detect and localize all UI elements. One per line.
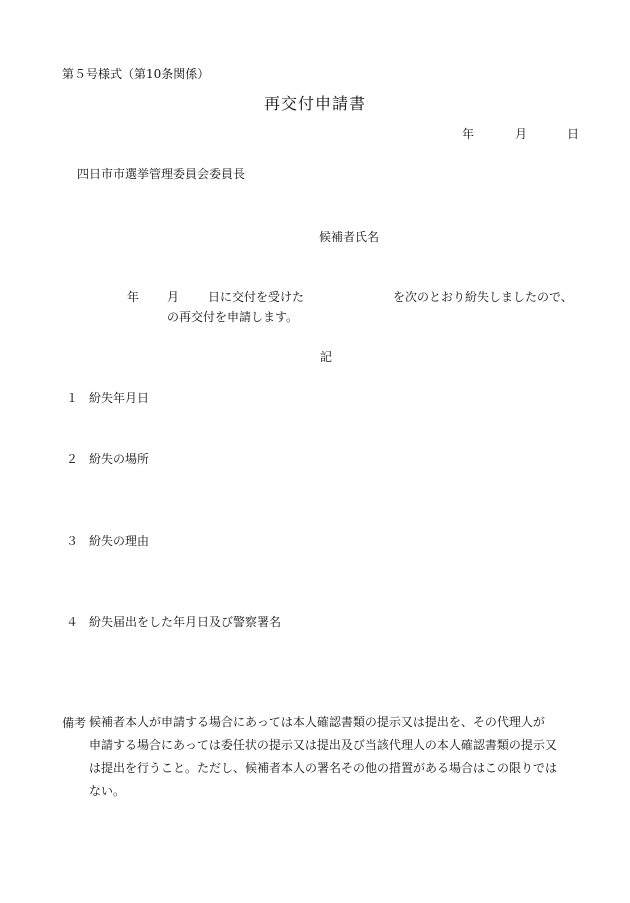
item-label: 紛失の場所 <box>89 452 150 466</box>
body-text-part1: 日に交付を受けた <box>208 290 305 304</box>
list-item <box>66 453 149 465</box>
ki-heading: 記 <box>320 350 333 364</box>
date-month-label: 月 <box>515 127 528 141</box>
list-item <box>66 535 149 547</box>
addressee: 四日市市選挙管理委員会委員長 <box>77 167 246 181</box>
body-text-part2: を次のとおり紛失しましたので、 <box>393 290 573 304</box>
remarks-line: 申請する場合にあっては委任状の提示又は提出及び当該代理人の本人確認書類の提示又 <box>89 738 557 752</box>
list-item <box>66 392 149 404</box>
remarks-text <box>89 711 589 803</box>
item-label: 紛失届出をした年月日及び警察署名 <box>89 615 282 629</box>
remarks-line: ない。 <box>89 784 126 798</box>
date-day-label: 日 <box>567 127 580 141</box>
item-number: ３ <box>66 534 79 548</box>
candidate-name-label: 候補者氏名 <box>319 230 380 244</box>
item-number: ２ <box>66 452 79 466</box>
body-month-label: 月 <box>167 290 180 304</box>
document-title: 再交付申請書 <box>263 94 366 113</box>
remarks-label: 備考 <box>62 716 87 730</box>
item-label: 紛失年月日 <box>89 391 150 405</box>
item-label: 紛失の理由 <box>89 534 150 548</box>
form-number: 第５号様式（第10条関係） <box>62 67 210 81</box>
date-year-label: 年 <box>462 127 475 141</box>
item-number: １ <box>66 391 79 405</box>
remarks-line: 候補者本人が申請する場合にあっては本人確認書類の提示又は提出を、その代理人が <box>89 715 545 729</box>
item-number: ４ <box>66 615 79 629</box>
list-item <box>66 616 281 628</box>
body-year-label: 年 <box>127 290 140 304</box>
body-text-line2: の再交付を申請します。 <box>167 310 299 324</box>
remarks-line: は提出を行うこと。ただし、候補者本人の署名その他の措置がある場合はこの限りでは <box>89 761 558 775</box>
